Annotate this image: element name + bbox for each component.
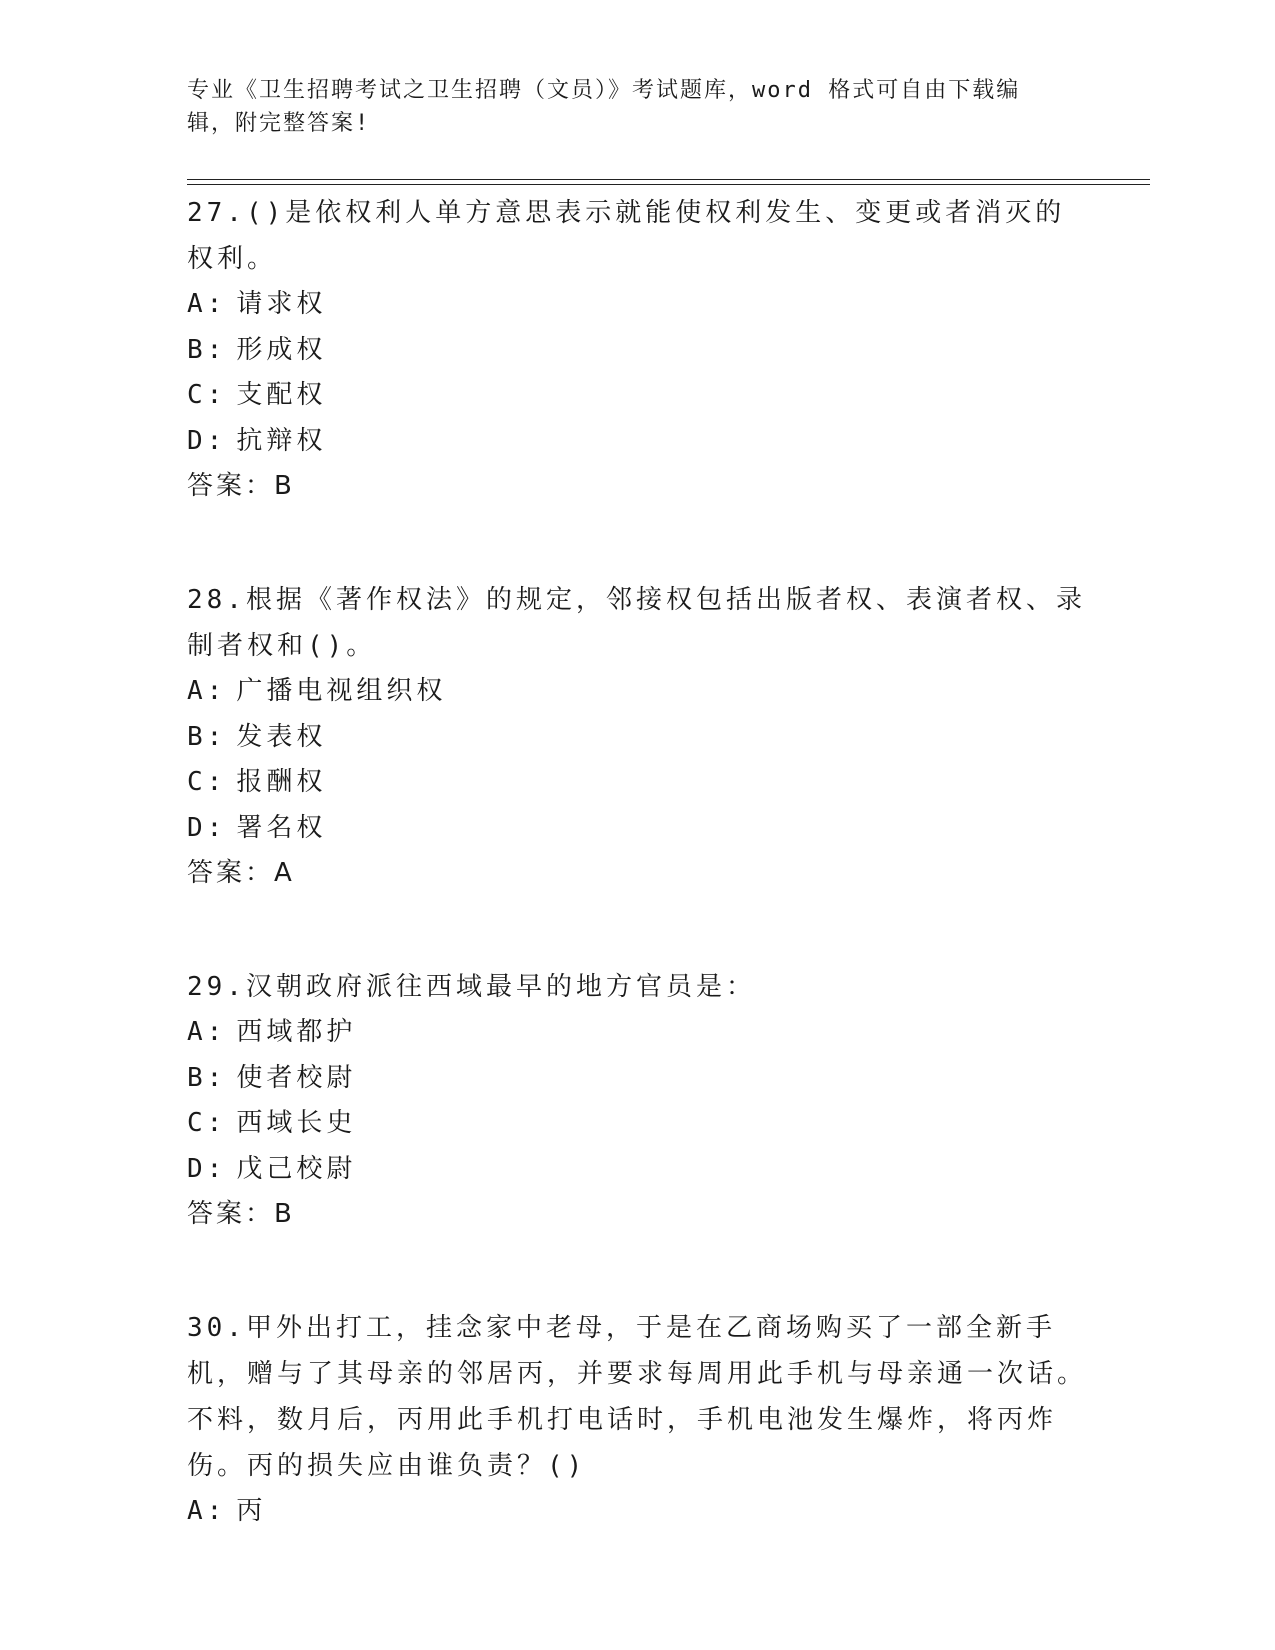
- option-text: 使者校尉: [236, 1062, 357, 1093]
- option-key: C:: [187, 1108, 227, 1138]
- option-key: B:: [187, 721, 227, 752]
- question-27: [187, 190, 1087, 509]
- option-key: A:: [187, 289, 227, 319]
- option-a: [187, 1010, 1087, 1056]
- question-stem: 29.汉朝政府派往西域最早的地方官员是：: [187, 972, 756, 1002]
- option-key: A:: [187, 676, 227, 706]
- option-text: 发表权: [236, 721, 327, 752]
- option-text: 丙: [236, 1496, 267, 1526]
- question-list: [187, 190, 1087, 1603]
- option-text: 西域都护: [236, 1017, 357, 1047]
- answer-line: 答案：B: [187, 471, 295, 501]
- question-stem: 28.根据《著作权法》的规定，邻接权包括出版者权、表演者权、录制者权和()。: [187, 585, 1086, 661]
- option-text: 广播电视组织权: [236, 676, 447, 706]
- option-a: [187, 1489, 1087, 1535]
- option-b: [187, 715, 1087, 761]
- question-30: [187, 1305, 1087, 1535]
- question-stem: 27.()是依权利人单方意思表示就能使权利发生、变更或者消灭的权利。: [187, 198, 1066, 274]
- question-29: [187, 964, 1087, 1237]
- option-d: [187, 419, 1087, 465]
- option-key: A:: [187, 1496, 227, 1526]
- option-key: D:: [187, 1153, 227, 1184]
- option-a: [187, 669, 1087, 715]
- option-key: C:: [187, 767, 227, 797]
- option-text: 抗辩权: [236, 425, 327, 456]
- option-a: [187, 282, 1087, 328]
- option-key: D:: [187, 812, 227, 843]
- header-divider: [187, 179, 1150, 185]
- answer-line: 答案：A: [187, 858, 295, 888]
- question-28: [187, 577, 1087, 896]
- option-d: [187, 1147, 1087, 1193]
- option-d: [187, 806, 1087, 852]
- option-key: B:: [187, 334, 227, 365]
- option-b: [187, 1056, 1087, 1102]
- question-stem: 30.甲外出打工，挂念家中老母，于是在乙商场购买了一部全新手机，赠与了其母亲的邻居丙，并要求每周用此手机与母亲通一次话。不料，数月后，丙用此手机打电话时，手机电池发生爆炸，将丙炸伤。丙的损失应由谁负责？(): [187, 1313, 1088, 1481]
- option-key: C:: [187, 380, 227, 410]
- option-text: 署名权: [236, 812, 327, 843]
- option-c: [187, 373, 1087, 419]
- option-c: [187, 1101, 1087, 1147]
- option-c: [187, 760, 1087, 806]
- option-key: A:: [187, 1017, 227, 1047]
- option-text: 支配权: [236, 380, 327, 410]
- option-text: 形成权: [236, 334, 327, 365]
- option-key: B:: [187, 1062, 227, 1093]
- answer-line: 答案：B: [187, 1199, 295, 1229]
- option-key: D:: [187, 425, 227, 456]
- option-text: 西域长史: [236, 1108, 357, 1138]
- document-header: 专业《卫生招聘考试之卫生招聘（文员）》考试题库，word 格式可自由下载编辑，附完整答案!: [187, 78, 1021, 136]
- option-text: 请求权: [236, 289, 327, 319]
- option-b: [187, 328, 1087, 374]
- option-text: 报酬权: [236, 767, 327, 797]
- option-text: 戊己校尉: [236, 1153, 357, 1184]
